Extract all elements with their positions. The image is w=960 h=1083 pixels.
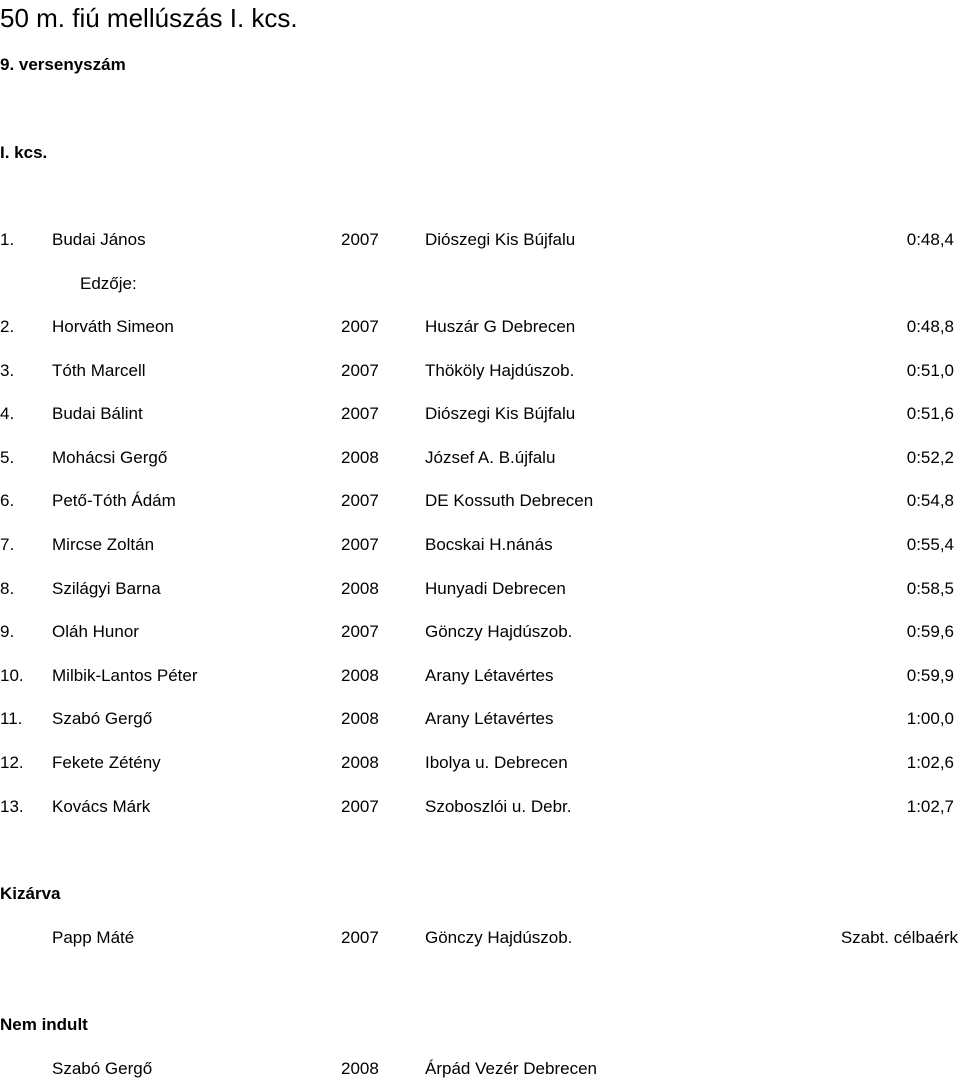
result-row-7 — [0, 534, 960, 556]
place: 8. — [0, 579, 15, 598]
club: Diószegi Kis Bújfalu — [425, 404, 576, 423]
club: Gönczy Hajdúszob. — [425, 622, 573, 641]
place: 13. — [0, 797, 24, 816]
disqualification-reason: Szabt. célbaérk — [840, 928, 958, 947]
disqualified-heading: Kizárva — [0, 884, 61, 903]
club: Szoboszlói u. Debr. — [425, 797, 572, 816]
place: 2. — [0, 317, 15, 336]
club: Arany Létavértes — [425, 666, 554, 685]
swimmer-name: Mohácsi Gergő — [52, 448, 168, 467]
result-row-1 — [0, 229, 960, 251]
place: 10. — [0, 666, 24, 685]
swimmer-name: Mircse Zoltán — [52, 535, 155, 554]
time: 0:48,8 — [906, 317, 954, 336]
result-row-2 — [0, 316, 960, 338]
place: 6. — [0, 491, 15, 510]
result-row-4 — [0, 403, 960, 425]
club: Gönczy Hajdúszob. — [425, 928, 573, 947]
birth-year: 2007 — [341, 928, 379, 947]
did-not-start-row — [0, 1058, 960, 1080]
result-row-3 — [0, 360, 960, 382]
place: 3. — [0, 361, 15, 380]
swimmer-name: Milbik-Lantos Péter — [52, 666, 198, 685]
time: 0:51,6 — [906, 404, 954, 423]
time: 0:59,9 — [906, 666, 954, 685]
result-row-11 — [0, 708, 960, 730]
birth-year: 2007 — [341, 797, 379, 816]
club: Bocskai H.nánás — [425, 535, 553, 554]
club: József A. B.újfalu — [425, 448, 556, 467]
time: 0:52,2 — [906, 448, 954, 467]
swimmer-name: Horváth Simeon — [52, 317, 174, 336]
time: 1:02,7 — [906, 797, 954, 816]
birth-year: 2007 — [341, 491, 379, 510]
did-not-start-heading: Nem indult — [0, 1015, 88, 1034]
category-label: I. kcs. — [0, 143, 48, 162]
result-row-9 — [0, 621, 960, 643]
page-title: 50 m. fiú mellúszás I. kcs. — [0, 3, 298, 33]
result-row-12 — [0, 752, 960, 774]
result-row-6 — [0, 490, 960, 512]
swimmer-name: Budai János — [52, 230, 146, 249]
time: 1:02,6 — [906, 753, 954, 772]
place: 1. — [0, 230, 15, 249]
time: 0:51,0 — [906, 361, 954, 380]
club: Ibolya u. Debrecen — [425, 753, 568, 772]
birth-year: 2008 — [341, 753, 379, 772]
swimmer-name: Papp Máté — [52, 928, 135, 947]
time: 0:58,5 — [906, 579, 954, 598]
swimmer-name: Szabó Gergő — [52, 1059, 153, 1078]
result-row-5 — [0, 447, 960, 469]
disqualified-row — [0, 927, 960, 949]
swimmer-name: Oláh Hunor — [52, 622, 139, 641]
place: 4. — [0, 404, 15, 423]
swimmer-name: Kovács Márk — [52, 797, 151, 816]
time: 1:00,0 — [906, 709, 954, 728]
swimmer-name: Fekete Zétény — [52, 753, 161, 772]
birth-year: 2007 — [341, 622, 379, 641]
birth-year: 2007 — [341, 404, 379, 423]
time: 0:54,8 — [906, 491, 954, 510]
place: 9. — [0, 622, 15, 641]
club: Arany Létavértes — [425, 709, 554, 728]
swimmer-name: Budai Bálint — [52, 404, 143, 423]
club: Hunyadi Debrecen — [425, 579, 566, 598]
club: Árpád Vezér Debrecen — [425, 1059, 597, 1078]
result-row-13 — [0, 796, 960, 818]
result-row-8 — [0, 578, 960, 600]
club: Diószegi Kis Bújfalu — [425, 230, 576, 249]
birth-year: 2007 — [341, 361, 379, 380]
swimmer-name: Pető-Tóth Ádám — [52, 491, 176, 510]
club: DE Kossuth Debrecen — [425, 491, 594, 510]
time: 0:55,4 — [906, 535, 954, 554]
birth-year: 2008 — [341, 709, 379, 728]
swimmer-name: Tóth Marcell — [52, 361, 146, 380]
club: Huszár G Debrecen — [425, 317, 576, 336]
birth-year: 2007 — [341, 535, 379, 554]
result-row-10 — [0, 665, 960, 687]
time: 0:48,4 — [906, 230, 954, 249]
birth-year: 2007 — [341, 230, 379, 249]
place: 5. — [0, 448, 15, 467]
birth-year: 2008 — [341, 579, 379, 598]
birth-year: 2008 — [341, 1059, 379, 1078]
time: 0:59,6 — [906, 622, 954, 641]
birth-year: 2007 — [341, 317, 379, 336]
swimmer-name: Szilágyi Barna — [52, 579, 161, 598]
club: Thököly Hajdúszob. — [425, 361, 575, 380]
place: 12. — [0, 753, 24, 772]
event-number: 9. versenyszám — [0, 55, 126, 74]
place: 11. — [0, 709, 23, 728]
coach-label: Edzője: — [80, 274, 137, 293]
swimmer-name: Szabó Gergő — [52, 709, 153, 728]
birth-year: 2008 — [341, 448, 379, 467]
birth-year: 2008 — [341, 666, 379, 685]
place: 7. — [0, 535, 15, 554]
